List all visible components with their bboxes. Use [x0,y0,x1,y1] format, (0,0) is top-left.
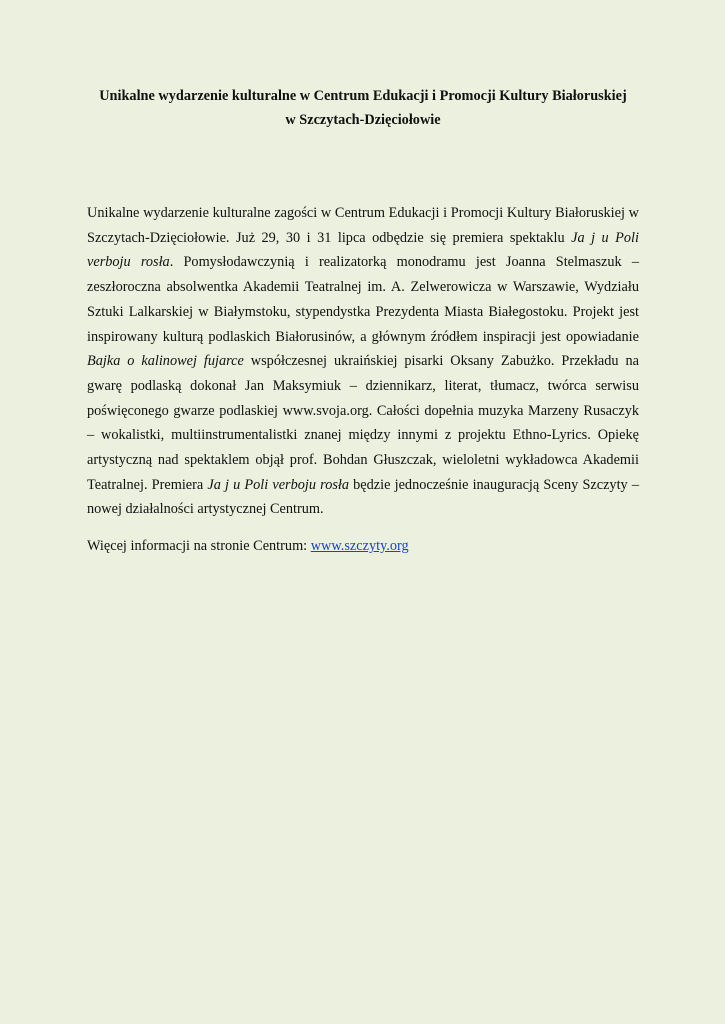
story-title-italic: Bajka o kalinowej fujarce [87,353,244,370]
document-title [87,84,639,132]
paragraph-text-3: współczesnej ukraińskiej pisarki Oksany Zabużko. Przekładu na gwarę podlaską dokonał Jan Maksymiuk – dziennikarz, literat, tłumacz, twórca serwisu poświęconego gwarze podlaskiej www.svoja.org. Całości dopełnia muzyka Marzeny Rusaczyk – wokalistki, multiinstrumentalistki znanej między innymi z projektu Ethno-Lyrics. Opiekę artystyczną nad spektaklem objął prof. Bohdan Głuszczak, wieloletni wykładowca Akademii Teatralnej. Premiera [87,353,639,493]
title-line-1: Unikalne wydarzenie kulturalne w Centrum Edukacji i Promocji Kultury Białoruskiej [99,88,627,104]
play-title-italic-2: Ja j u Poli verboju rosła [207,476,350,493]
paragraph-text-1: Unikalne wydarzenie kulturalne zagości w Centrum Edukacji i Promocji Kultury Białoruskiej w Szczytach-Dzięciołowie. Już 29, 30 i 31 lipca odbędzie się premiera spektaklu [87,205,639,246]
paragraph-text-4: będzie jednocześnie inauguracją Sceny Szczyty – nowej działalności artystycznej Centrum. [87,476,639,518]
main-paragraph [87,201,639,522]
more-info-label: Więcej informacji na stronie Centrum: [87,538,311,555]
play-title-italic-1: Ja j u Poli verboju rosła [87,229,639,271]
title-line-2: w Szczytach-Dzięciołowie [285,112,441,128]
more-info-line [87,534,639,558]
website-link[interactable]: www.szczyty.org [310,538,409,555]
paragraph-text-2: . Pomysłodawczynią i realizatorką monodramu jest Joanna Stelmaszuk – zeszłoroczna absolwentka Akademii Teatralnej im. A. Zelwerowicza w Warszawie, Wydziału Sztuki Lalkarskiej w Białymstoku, stypendystka Prezydenta Miasta Białegostoku. Projekt jest inspirowany kulturą podlaskich Białorusinów, a głównym źródłem inspiracji jest opowiadanie [87,254,639,345]
